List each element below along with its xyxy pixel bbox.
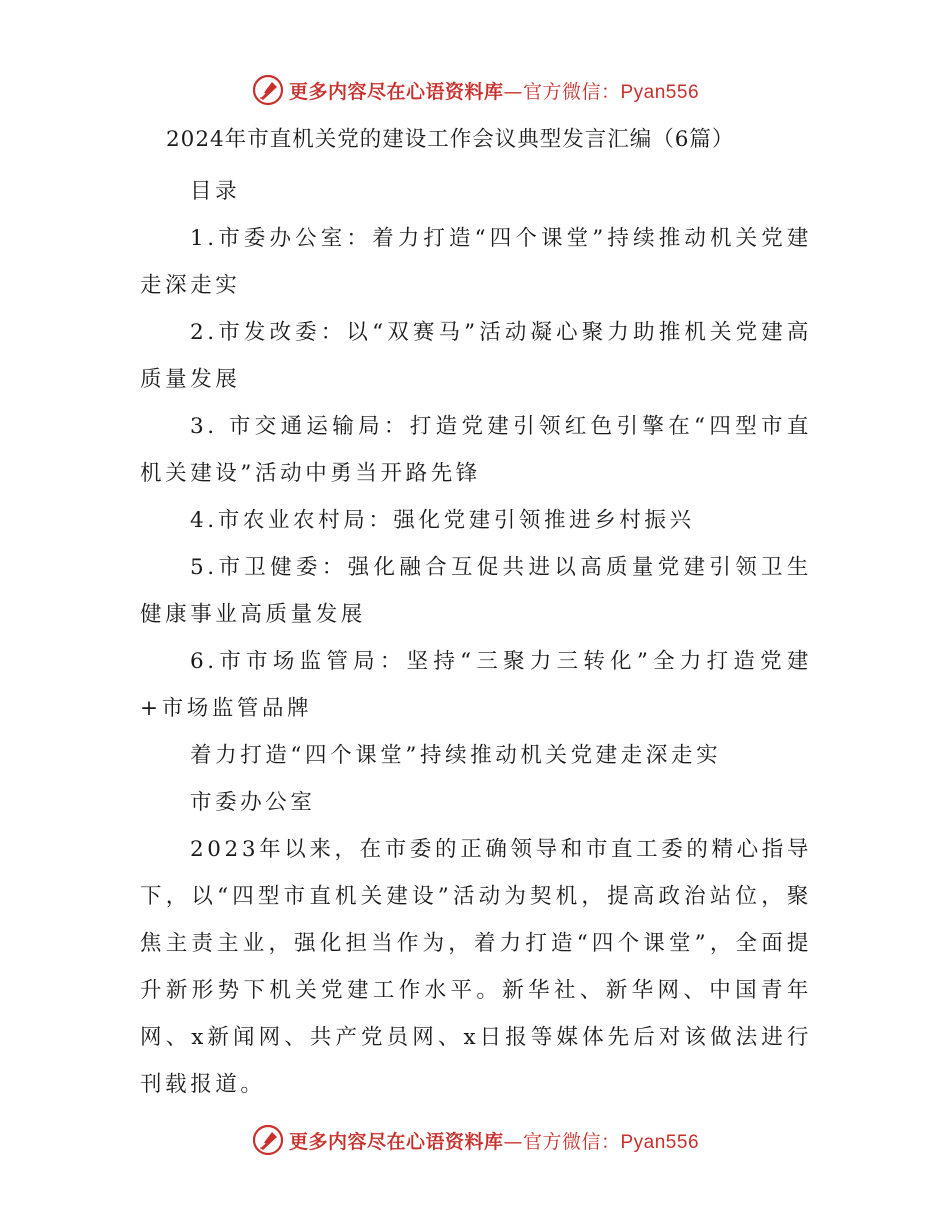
pen-nib-logo-icon <box>251 73 285 107</box>
footer-banner <box>0 1120 950 1160</box>
document-title: 2024年市直机关党的建设工作会议典型发言汇编（6篇） <box>166 127 735 152</box>
toc-item-3: 3. 市交通运输局：打造党建引领红色引擎在“四型市直机关建设”活动中勇当开路先锋 <box>140 414 812 486</box>
header-banner <box>0 70 950 110</box>
banner-text: 更多内容尽在心语资料库—官方微信：Pyan556 <box>288 80 700 103</box>
body-paragraph: 2023年以来，在市委的正确领导和市直工委的精心指导下，以“四型市直机关建设”活动为契机，提高政治站位，聚焦主责主业，强化担当作为，着力打造“四个课堂”，全面提升新形势下机关党建工作水平。新华社、新华网、中国青年网、x新闻网、共产党员网、x日报等媒体先后对该做法进行刊载报道。 <box>140 837 812 1097</box>
toc-item-4: 4.市农业农村局：强化党建引领推进乡村振兴 <box>190 508 695 533</box>
toc-item-5: 5.市卫健委：强化融合互促共进以高质量党建引领卫生健康事业高质量发展 <box>140 555 812 627</box>
pen-nib-logo-icon <box>251 1123 285 1157</box>
banner-text: 更多内容尽在心语资料库—官方微信：Pyan556 <box>288 1130 700 1153</box>
section-title: 着力打造“四个课堂”持续推动机关党建走深走实 <box>190 743 722 768</box>
toc-item-1: 1.市委办公室：着力打造“四个课堂”持续推动机关党建走深走实 <box>140 226 812 298</box>
toc-item-6: 6.市市场监管局：坚持“三聚力三转化”全力打造党建+市场监管品牌 <box>140 649 812 721</box>
toc-item-2: 2.市发改委：以“双赛马”活动凝心聚力助推机关党建高质量发展 <box>140 320 812 392</box>
section-author: 市委办公室 <box>190 790 316 815</box>
document-content <box>140 120 812 1108</box>
toc-heading: 目录 <box>190 179 241 204</box>
